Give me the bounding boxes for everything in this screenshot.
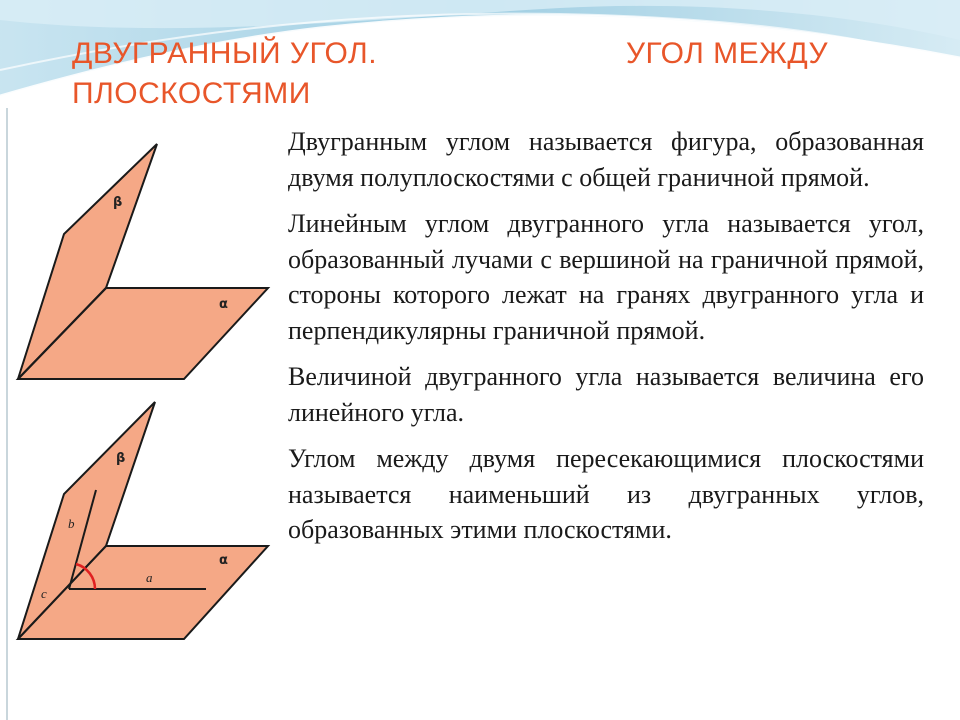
paragraph-dihedral-angle: Двугранным углом называется фигура, образованная двумя полуплоскостями с общей граничной прямой.: [288, 127, 924, 192]
slide-title: [72, 34, 832, 114]
label-c: c: [41, 586, 47, 601]
paragraph-angle-between-planes: Углом между двумя пересекающимися плоскостями называется наименьший из двугранных углов, образованных этими плоскостями.: [288, 444, 924, 544]
label-alpha: α: [219, 297, 228, 312]
label-alpha: α: [219, 553, 228, 568]
linear-angle-figure: [10, 396, 275, 646]
label-beta: β: [116, 451, 126, 466]
label-b: b: [68, 516, 75, 531]
definitions-text: [288, 124, 924, 559]
title-part1: ДВУГРАННЫЙ УГОЛ. ПЛОСКОСТЯМИ: [72, 37, 378, 110]
left-divider: [6, 108, 8, 720]
title-part2: УГОЛ МЕЖДУ: [626, 37, 829, 70]
label-beta: β: [113, 195, 123, 210]
paragraph-linear-angle: Линейным углом двугранного угла называется угол, образованный лучами с вершиной на граничной прямой, стороны которого лежат на гранях двугранного угла и перпендикулярны граничной прямой.: [288, 209, 924, 345]
label-a: a: [146, 570, 153, 585]
paragraph-angle-magnitude: Величиной двугранного угла называется величина его линейного угла.: [288, 362, 924, 427]
dihedral-angle-figure: [10, 138, 275, 388]
